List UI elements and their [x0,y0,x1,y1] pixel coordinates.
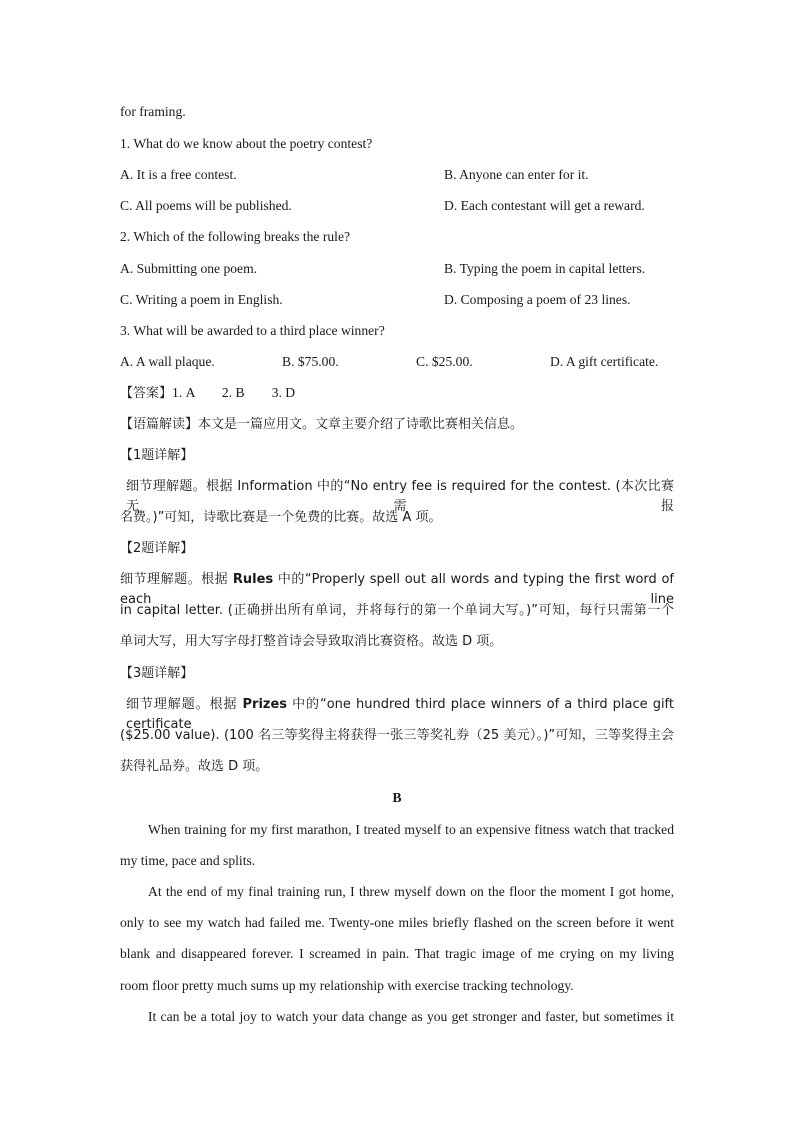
explanation-3-line-1-post: 中的“one hundred third place winners of a third place gift certificate [126,697,674,732]
passage-p2-line-3: blank and disappeared forever. I screamed in pain. That tragic image of me crying on my living [120,946,674,961]
explanation-1-line-1: 细节理解题。根据 Information 中的“No entry fee is required for the contest. (本次比赛无需报 [126,479,674,514]
passage-note-label: 【语篇解读】 [120,417,199,432]
question-3-option-b: B. $75.00. [282,354,339,369]
question-1-option-a: A. It is a free contest. [120,167,237,182]
explanation-3-line-1-pre: 细节理解题。根据 [126,697,243,712]
explanation-3-line-2: ($25.00 value). (100 名三等奖得主将获得一张三等奖礼券（25 美元）。)”可知，三等奖得主会 [120,728,674,743]
passage-p2-line-4: room floor pretty much sums up my relationship with exercise tracking technology. [120,978,574,993]
explanation-2-line-1-post: 中的“Properly spell out all words and typing the first word of each line [120,572,674,607]
question-1-stem: 1. What do we know about the poetry contest? [120,136,373,151]
explanation-2-line-2: in capital letter. (正确拼出所有单词，并将每行的第一个单词大写。)”可知，每行只需第一个 [120,603,674,618]
answer-text: 1. A 2. B 3. D [172,385,296,400]
answer-line [120,383,674,404]
question-1-option-c: C. All poems will be published. [120,198,292,213]
explanation-3-line-3: 获得礼品券。故选 D 项。 [120,759,269,774]
explanation-3-label: 【3题详解】 [120,666,194,681]
passage-p2-line-1: At the end of my final training run, I threw myself down on the floor the moment I got home, [148,884,674,899]
explanation-1-label: 【1题详解】 [120,448,194,463]
question-2-option-b: B. Typing the poem in capital letters. [444,261,646,276]
passage-p3-line-1: It can be a total joy to watch your data change as you get stronger and faster, but sometimes it [148,1009,674,1024]
passage-p2-line-2: only to see my watch had failed me. Twenty-one miles briefly flashed on the screen before it went [120,915,674,930]
explanation-2-line-1-pre: 细节理解题。根据 [120,572,233,587]
passage-p1-line-2: my time, pace and splits. [120,853,256,868]
question-2-option-d: D. Composing a poem of 23 lines. [444,292,631,307]
explanation-2-rules-keyword: Rules [232,572,274,587]
section-b-heading: B [392,790,402,805]
question-3-stem: 3. What will be awarded to a third place winner? [120,323,385,338]
question-1-option-d: D. Each contestant will get a reward. [444,198,645,213]
question-2-option-c: C. Writing a poem in English. [120,292,283,307]
intro-tail: for framing. [120,104,186,119]
passage-p1-line-1: When training for my first marathon, I treated myself to an expensive fitness watch that tracked [148,822,674,837]
question-3-option-c: C. $25.00. [416,354,473,369]
answer-label: 【答案】 [120,386,173,401]
question-1-option-b: B. Anyone can enter for it. [444,167,589,182]
explanation-3-prizes-keyword: Prizes [242,697,288,712]
explanation-2-label: 【2题详解】 [120,541,194,556]
explanation-2-line-3: 单词大写，用大写字母打整首诗会导致取消比赛资格。故选 D 项。 [120,634,503,649]
passage-note-line [120,414,674,435]
question-3-option-a: A. A wall plaque. [120,354,215,369]
passage-note-text: 本文是一篇应用文。文章主要介绍了诗歌比赛相关信息。 [198,417,524,432]
question-2-stem: 2. Which of the following breaks the rule? [120,229,351,244]
question-3-option-d: D. A gift certificate. [550,354,659,369]
question-2-option-a: A. Submitting one poem. [120,261,258,276]
explanation-1-line-2: 名费。)”可知，诗歌比赛是一个免费的比赛。故选 A 项。 [120,510,442,525]
